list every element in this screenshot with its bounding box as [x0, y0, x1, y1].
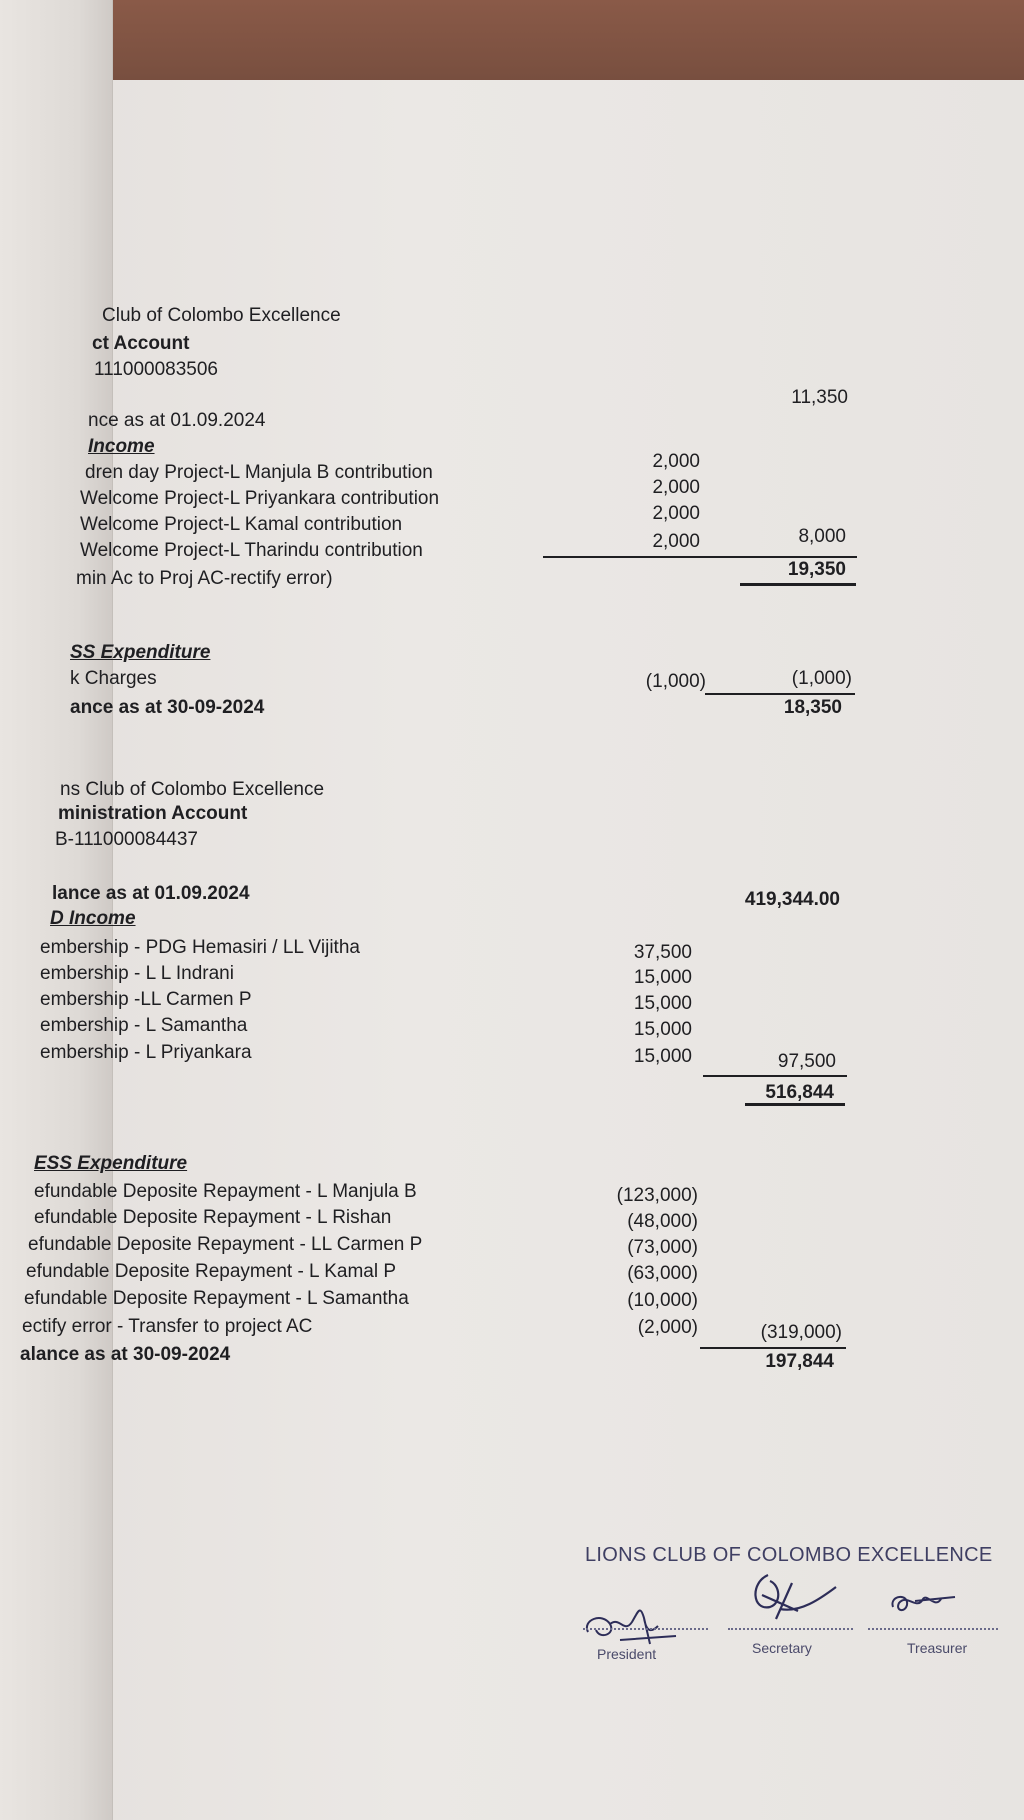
project-subtotal-rule: [740, 583, 856, 586]
president-signature-line: [583, 1628, 708, 1630]
project-account-number: 111000083506: [94, 359, 218, 380]
project-income-label: min Ac to Proj AC-rectify error): [76, 568, 333, 589]
admin-expense-amount: (73,000): [627, 1237, 698, 1258]
admin-income-label: embership - PDG Hemasiri / LL Vijitha: [40, 937, 360, 958]
treasurer-signature-line: [868, 1628, 998, 1630]
admin-subtotal: 516,844: [765, 1082, 834, 1103]
secretary-label: Secretary: [752, 1640, 812, 1656]
admin-expenditure-heading: ESS Expenditure: [34, 1153, 188, 1174]
admin-income-amount: 37,500: [633, 942, 692, 963]
president-label: President: [597, 1646, 657, 1662]
secretary-signature-line: [728, 1628, 853, 1630]
project-org-name: Club of Colombo Excellence: [102, 305, 341, 326]
admin-expense-total: (319,000): [760, 1322, 842, 1343]
admin-expense-label: efundable Deposite Repayment - L Kamal P: [26, 1261, 397, 1282]
admin-expense-amount: (10,000): [627, 1290, 698, 1311]
admin-expense-amount: (63,000): [627, 1263, 698, 1284]
admin-income-amount: 15,000: [633, 1019, 692, 1040]
project-income-label: Welcome Project-L Kamal contribution: [80, 514, 403, 535]
project-closing-label: ance as at 30-09-2024: [70, 697, 265, 718]
project-income-amount: 2,000: [652, 503, 700, 524]
admin-expense-label: ectify error - Transfer to project AC: [22, 1316, 313, 1337]
admin-expense-label: efundable Deposite Repayment - L Rishan: [34, 1207, 392, 1228]
project-income-amount: 2,000: [652, 451, 700, 472]
admin-income-total: 97,500: [777, 1051, 836, 1072]
project-closing-value: 18,350: [783, 697, 842, 718]
treasurer-label: Treasurer: [907, 1640, 968, 1656]
project-account-title: ct Account: [92, 333, 190, 354]
admin-subtotal-rule: [745, 1103, 845, 1106]
admin-income-amount: 15,000: [633, 1046, 692, 1067]
project-income-total: 8,000: [798, 526, 846, 547]
admin-income-rule: [703, 1075, 847, 1077]
project-income-amount: 2,000: [652, 531, 700, 552]
admin-account-title: ministration Account: [58, 803, 248, 824]
project-expense-total: (1,000): [791, 668, 852, 689]
admin-opening-label: lance as at 01.09.2024: [52, 883, 250, 904]
project-income-amount: 2,000: [652, 477, 700, 498]
admin-org-name: ns Club of Colombo Excellence: [60, 779, 325, 800]
project-expense-label: k Charges: [70, 668, 157, 689]
project-opening-label: nce as at 01.09.2024: [88, 410, 266, 431]
admin-income-amount: 15,000: [633, 967, 692, 988]
admin-expense-amount: (48,000): [627, 1211, 698, 1232]
admin-closing-label: alance as at 30-09-2024: [20, 1344, 231, 1365]
project-opening-value: 11,350: [791, 387, 848, 408]
admin-income-label: embership -LL Carmen P: [40, 989, 252, 1010]
project-income-label: dren day Project-L Manjula B contribution: [85, 462, 433, 483]
project-income-heading: Income: [88, 436, 155, 457]
project-income-rule: [543, 556, 857, 558]
admin-income-amount: 15,000: [633, 993, 692, 1014]
admin-income-label: embership - L L Indrani: [40, 963, 234, 984]
admin-income-label: embership - L Priyankara: [40, 1042, 252, 1063]
admin-closing-value: 197,844: [765, 1351, 834, 1372]
admin-expense-label: efundable Deposite Repayment - L Manjula B: [34, 1181, 417, 1202]
admin-expense-label: efundable Deposite Repayment - LL Carmen P: [28, 1234, 423, 1255]
admin-account-number: B-111000084437: [55, 829, 198, 850]
admin-expense-amount: (2,000): [637, 1317, 698, 1338]
admin-expense-rule: [700, 1347, 846, 1349]
project-subtotal: 19,350: [787, 559, 846, 580]
project-expense-amount: (1,000): [645, 671, 706, 692]
admin-expense-label: efundable Deposite Repayment - L Samantha: [24, 1288, 409, 1309]
admin-income-label: embership - L Samantha: [40, 1015, 248, 1036]
club-stamp-title: LIONS CLUB OF COLOMBO EXCELLENCE: [585, 1544, 993, 1566]
admin-opening-value: 419,344.00: [744, 889, 840, 910]
secretary-signature: [740, 1565, 850, 1645]
project-expense-rule: [705, 693, 855, 695]
admin-expense-amount: (123,000): [616, 1185, 698, 1206]
project-income-label: Welcome Project-L Tharindu contribution: [80, 540, 423, 561]
project-income-label: Welcome Project-L Priyankara contribution: [80, 488, 440, 509]
admin-income-heading: D Income: [50, 908, 136, 929]
treasurer-signature: [885, 1585, 965, 1621]
project-expenditure-heading: SS Expenditure: [70, 642, 211, 663]
